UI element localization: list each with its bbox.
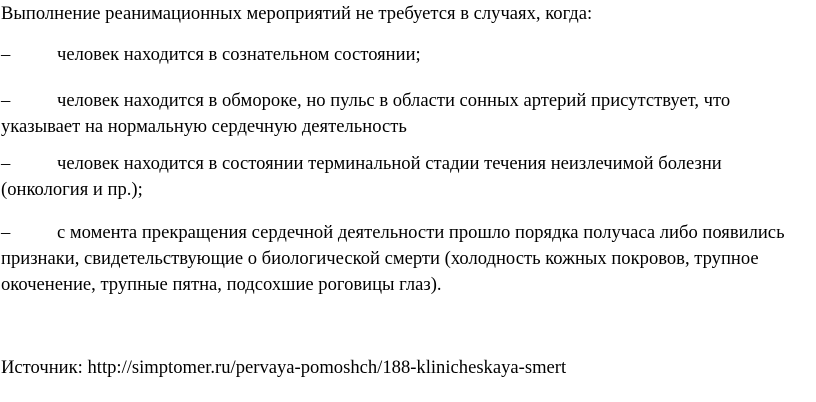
list-item-text: человек находится в обмороке, но пульс в области сонных артерий присутствует, что xyxy=(57,90,731,111)
list-item-continuation: (онкология и пр.); xyxy=(1,179,143,200)
list-item xyxy=(1,88,813,140)
intro-text: Выполнение реанимационных мероприятий не требуется в случаях, когда: xyxy=(1,3,593,24)
list-item-text: человек находится в сознательном состоянии; xyxy=(57,44,421,65)
list-item xyxy=(1,151,813,203)
list-item-text: с момента прекращения сердечной деятельности прошло порядка получаса либо появились xyxy=(57,222,785,243)
list-item-text: человек находится в состоянии терминальной стадии течения неизлечимой болезни xyxy=(57,153,722,174)
list-item xyxy=(1,220,813,298)
list-dash: – xyxy=(1,222,11,243)
list-item-continuation: признаки, свидетельствующие о биологической смерти (холодность кожных покровов, трупное окоченение, трупные пятна, подсохшие роговицы глаз). xyxy=(1,248,759,295)
source-link[interactable]: Источник: http://simptomer.ru/pervaya-pomoshch/188-klinicheskaya-smert xyxy=(1,357,567,378)
list-item xyxy=(1,42,813,68)
list-dash: – xyxy=(1,90,11,111)
list-item-continuation: указывает на нормальную сердечную деятельность xyxy=(1,116,407,137)
list-dash: – xyxy=(1,44,11,65)
list-dash: – xyxy=(1,153,11,174)
